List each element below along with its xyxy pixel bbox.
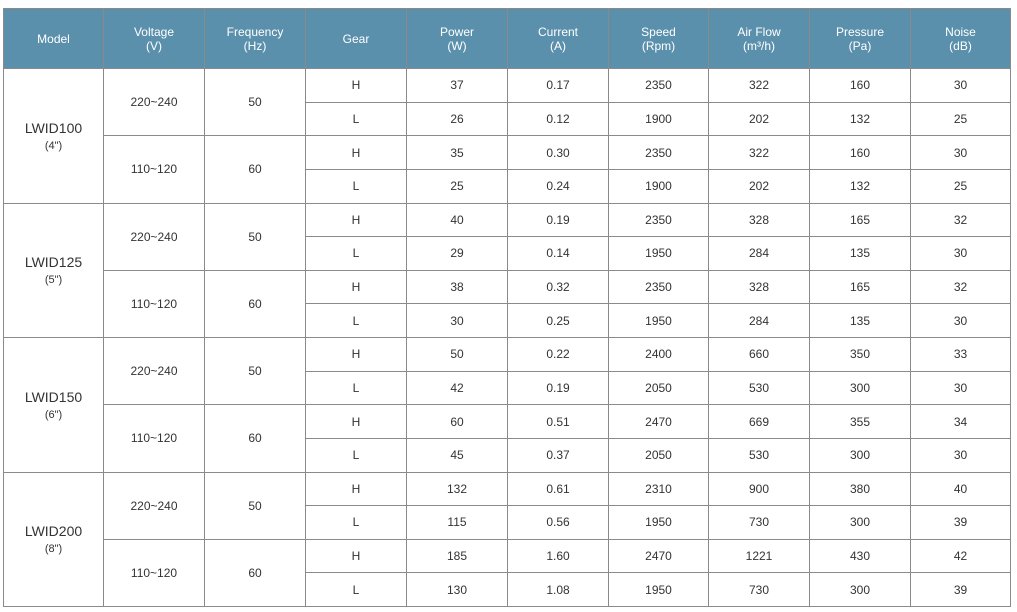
model-cell: [4, 203, 104, 338]
table-row: [4, 270, 1011, 304]
gear-cell: L: [306, 169, 407, 203]
power-cell: 29: [407, 237, 508, 271]
noise-cell: 30: [911, 136, 1011, 170]
model-name: LWID125: [24, 254, 83, 271]
frequency-cell: 50: [205, 69, 306, 136]
column-header-label: Voltage: [133, 24, 175, 39]
table-header: [4, 9, 1011, 69]
voltage-cell: 110~120: [104, 270, 205, 337]
column-header: [205, 9, 306, 69]
current-cell: 0.51: [508, 405, 609, 439]
power-cell: 185: [407, 539, 508, 573]
current-cell: 1.60: [508, 539, 609, 573]
current-cell: 0.37: [508, 438, 609, 472]
pressure-cell: 380: [810, 472, 911, 506]
power-cell: 40: [407, 203, 508, 237]
noise-cell: 39: [911, 506, 1011, 540]
spec-table: [3, 8, 1011, 607]
table-row: [4, 338, 1011, 372]
model-cell: [4, 472, 104, 607]
airflow-cell: 202: [709, 169, 810, 203]
current-cell: 0.61: [508, 472, 609, 506]
speed-cell: 1900: [609, 102, 709, 136]
gear-cell: L: [306, 371, 407, 405]
speed-cell: 1900: [609, 169, 709, 203]
column-header-label: Noise: [945, 24, 976, 39]
speed-cell: 1950: [609, 506, 709, 540]
column-header-label: Model: [37, 31, 70, 46]
column-header-label: Current: [537, 24, 578, 39]
frequency-cell: 60: [205, 270, 306, 337]
frequency-cell: 60: [205, 539, 306, 606]
column-header-unit: (Hz): [243, 38, 267, 53]
gear-cell: H: [306, 136, 407, 170]
airflow-cell: 284: [709, 304, 810, 338]
gear-cell: L: [306, 438, 407, 472]
airflow-cell: 322: [709, 69, 810, 103]
gear-cell: H: [306, 270, 407, 304]
voltage-cell: 110~120: [104, 136, 205, 203]
pressure-cell: 350: [810, 338, 911, 372]
airflow-cell: 328: [709, 270, 810, 304]
current-cell: 0.22: [508, 338, 609, 372]
noise-cell: 30: [911, 237, 1011, 271]
power-cell: 25: [407, 169, 508, 203]
power-cell: 60: [407, 405, 508, 439]
airflow-cell: 900: [709, 472, 810, 506]
airflow-cell: 530: [709, 438, 810, 472]
model-size: (5"): [44, 274, 63, 287]
column-header-unit: (W): [447, 38, 467, 53]
noise-cell: 40: [911, 472, 1011, 506]
model-cell: [4, 69, 104, 204]
current-cell: 0.19: [508, 371, 609, 405]
frequency-cell: 50: [205, 203, 306, 270]
power-cell: 115: [407, 506, 508, 540]
speed-cell: 1950: [609, 573, 709, 607]
column-header: [609, 9, 709, 69]
pressure-cell: 132: [810, 102, 911, 136]
pressure-cell: 135: [810, 237, 911, 271]
speed-cell: 2050: [609, 438, 709, 472]
column-header-unit: (dB): [949, 38, 972, 53]
current-cell: 0.25: [508, 304, 609, 338]
current-cell: 0.12: [508, 102, 609, 136]
column-header: [4, 9, 104, 69]
gear-cell: H: [306, 203, 407, 237]
speed-cell: 2470: [609, 405, 709, 439]
column-header-label: Frequency: [226, 24, 284, 39]
airflow-cell: 730: [709, 573, 810, 607]
table-row: [4, 472, 1011, 506]
voltage-cell: 110~120: [104, 405, 205, 472]
airflow-cell: 730: [709, 506, 810, 540]
power-cell: 26: [407, 102, 508, 136]
power-cell: 42: [407, 371, 508, 405]
power-cell: 45: [407, 438, 508, 472]
airflow-cell: 660: [709, 338, 810, 372]
column-header: [810, 9, 911, 69]
pressure-cell: 300: [810, 438, 911, 472]
gear-cell: L: [306, 304, 407, 338]
voltage-cell: 220~240: [104, 203, 205, 270]
voltage-cell: 110~120: [104, 539, 205, 606]
pressure-cell: 355: [810, 405, 911, 439]
gear-cell: H: [306, 405, 407, 439]
model-name: LWID100: [24, 119, 83, 136]
power-cell: 50: [407, 338, 508, 372]
noise-cell: 42: [911, 539, 1011, 573]
column-header-unit: (A): [550, 38, 566, 53]
voltage-cell: 220~240: [104, 472, 205, 539]
power-cell: 130: [407, 573, 508, 607]
speed-cell: 1950: [609, 237, 709, 271]
gear-cell: L: [306, 102, 407, 136]
table-row: [4, 405, 1011, 439]
table-row: [4, 539, 1011, 573]
model-size: (4"): [44, 139, 63, 152]
gear-cell: L: [306, 573, 407, 607]
column-header: [508, 9, 609, 69]
noise-cell: 34: [911, 405, 1011, 439]
speed-cell: 2350: [609, 203, 709, 237]
current-cell: 0.56: [508, 506, 609, 540]
current-cell: 0.32: [508, 270, 609, 304]
gear-cell: H: [306, 539, 407, 573]
column-header-label: Pressure: [835, 24, 885, 39]
column-header-unit: (V): [146, 38, 162, 53]
column-header: [911, 9, 1011, 69]
column-header-label: Power: [439, 24, 474, 39]
table-body: [4, 69, 1011, 607]
airflow-cell: 1221: [709, 539, 810, 573]
speed-cell: 2350: [609, 136, 709, 170]
column-header-unit: (Pa): [848, 38, 872, 53]
power-cell: 30: [407, 304, 508, 338]
pressure-cell: 300: [810, 371, 911, 405]
pressure-cell: 160: [810, 136, 911, 170]
pressure-cell: 165: [810, 203, 911, 237]
pressure-cell: 165: [810, 270, 911, 304]
power-cell: 38: [407, 270, 508, 304]
gear-cell: L: [306, 237, 407, 271]
voltage-cell: 220~240: [104, 69, 205, 136]
column-header-label: Gear: [342, 31, 370, 46]
airflow-cell: 284: [709, 237, 810, 271]
noise-cell: 39: [911, 573, 1011, 607]
speed-cell: 2310: [609, 472, 709, 506]
noise-cell: 32: [911, 270, 1011, 304]
pressure-cell: 300: [810, 506, 911, 540]
airflow-cell: 328: [709, 203, 810, 237]
pressure-cell: 135: [810, 304, 911, 338]
pressure-cell: 300: [810, 573, 911, 607]
model-size: (6"): [44, 408, 63, 421]
gear-cell: H: [306, 338, 407, 372]
model-size: (8"): [44, 543, 63, 556]
speed-cell: 1950: [609, 304, 709, 338]
column-header-label: Speed: [641, 24, 676, 39]
gear-cell: L: [306, 506, 407, 540]
column-header-unit: (m³/h): [743, 38, 775, 53]
frequency-cell: 50: [205, 472, 306, 539]
power-cell: 132: [407, 472, 508, 506]
table-row: [4, 203, 1011, 237]
speed-cell: 2400: [609, 338, 709, 372]
column-header-unit: (Rpm): [641, 38, 676, 53]
speed-cell: 2350: [609, 69, 709, 103]
frequency-cell: 50: [205, 338, 306, 405]
current-cell: 1.08: [508, 573, 609, 607]
table-row: [4, 136, 1011, 170]
current-cell: 0.19: [508, 203, 609, 237]
frequency-cell: 60: [205, 405, 306, 472]
gear-cell: H: [306, 472, 407, 506]
column-header: [709, 9, 810, 69]
column-header: [306, 9, 407, 69]
table-row: [4, 69, 1011, 103]
speed-cell: 2050: [609, 371, 709, 405]
noise-cell: 30: [911, 69, 1011, 103]
current-cell: 0.24: [508, 169, 609, 203]
speed-cell: 2470: [609, 539, 709, 573]
column-header: [104, 9, 205, 69]
noise-cell: 32: [911, 203, 1011, 237]
model-cell: [4, 338, 104, 473]
noise-cell: 25: [911, 169, 1011, 203]
gear-cell: H: [306, 69, 407, 103]
pressure-cell: 430: [810, 539, 911, 573]
power-cell: 35: [407, 136, 508, 170]
frequency-cell: 60: [205, 136, 306, 203]
noise-cell: 30: [911, 371, 1011, 405]
pressure-cell: 132: [810, 169, 911, 203]
noise-cell: 30: [911, 304, 1011, 338]
airflow-cell: 669: [709, 405, 810, 439]
airflow-cell: 530: [709, 371, 810, 405]
airflow-cell: 322: [709, 136, 810, 170]
speed-cell: 2350: [609, 270, 709, 304]
current-cell: 0.14: [508, 237, 609, 271]
noise-cell: 33: [911, 338, 1011, 372]
current-cell: 0.17: [508, 69, 609, 103]
column-header: [407, 9, 508, 69]
column-header-label: Air Flow: [737, 24, 781, 39]
power-cell: 37: [407, 69, 508, 103]
current-cell: 0.30: [508, 136, 609, 170]
noise-cell: 30: [911, 438, 1011, 472]
pressure-cell: 160: [810, 69, 911, 103]
noise-cell: 25: [911, 102, 1011, 136]
airflow-cell: 202: [709, 102, 810, 136]
voltage-cell: 220~240: [104, 338, 205, 405]
model-name: LWID150: [24, 388, 83, 405]
model-name: LWID200: [24, 523, 83, 540]
header-row: [4, 9, 1011, 69]
